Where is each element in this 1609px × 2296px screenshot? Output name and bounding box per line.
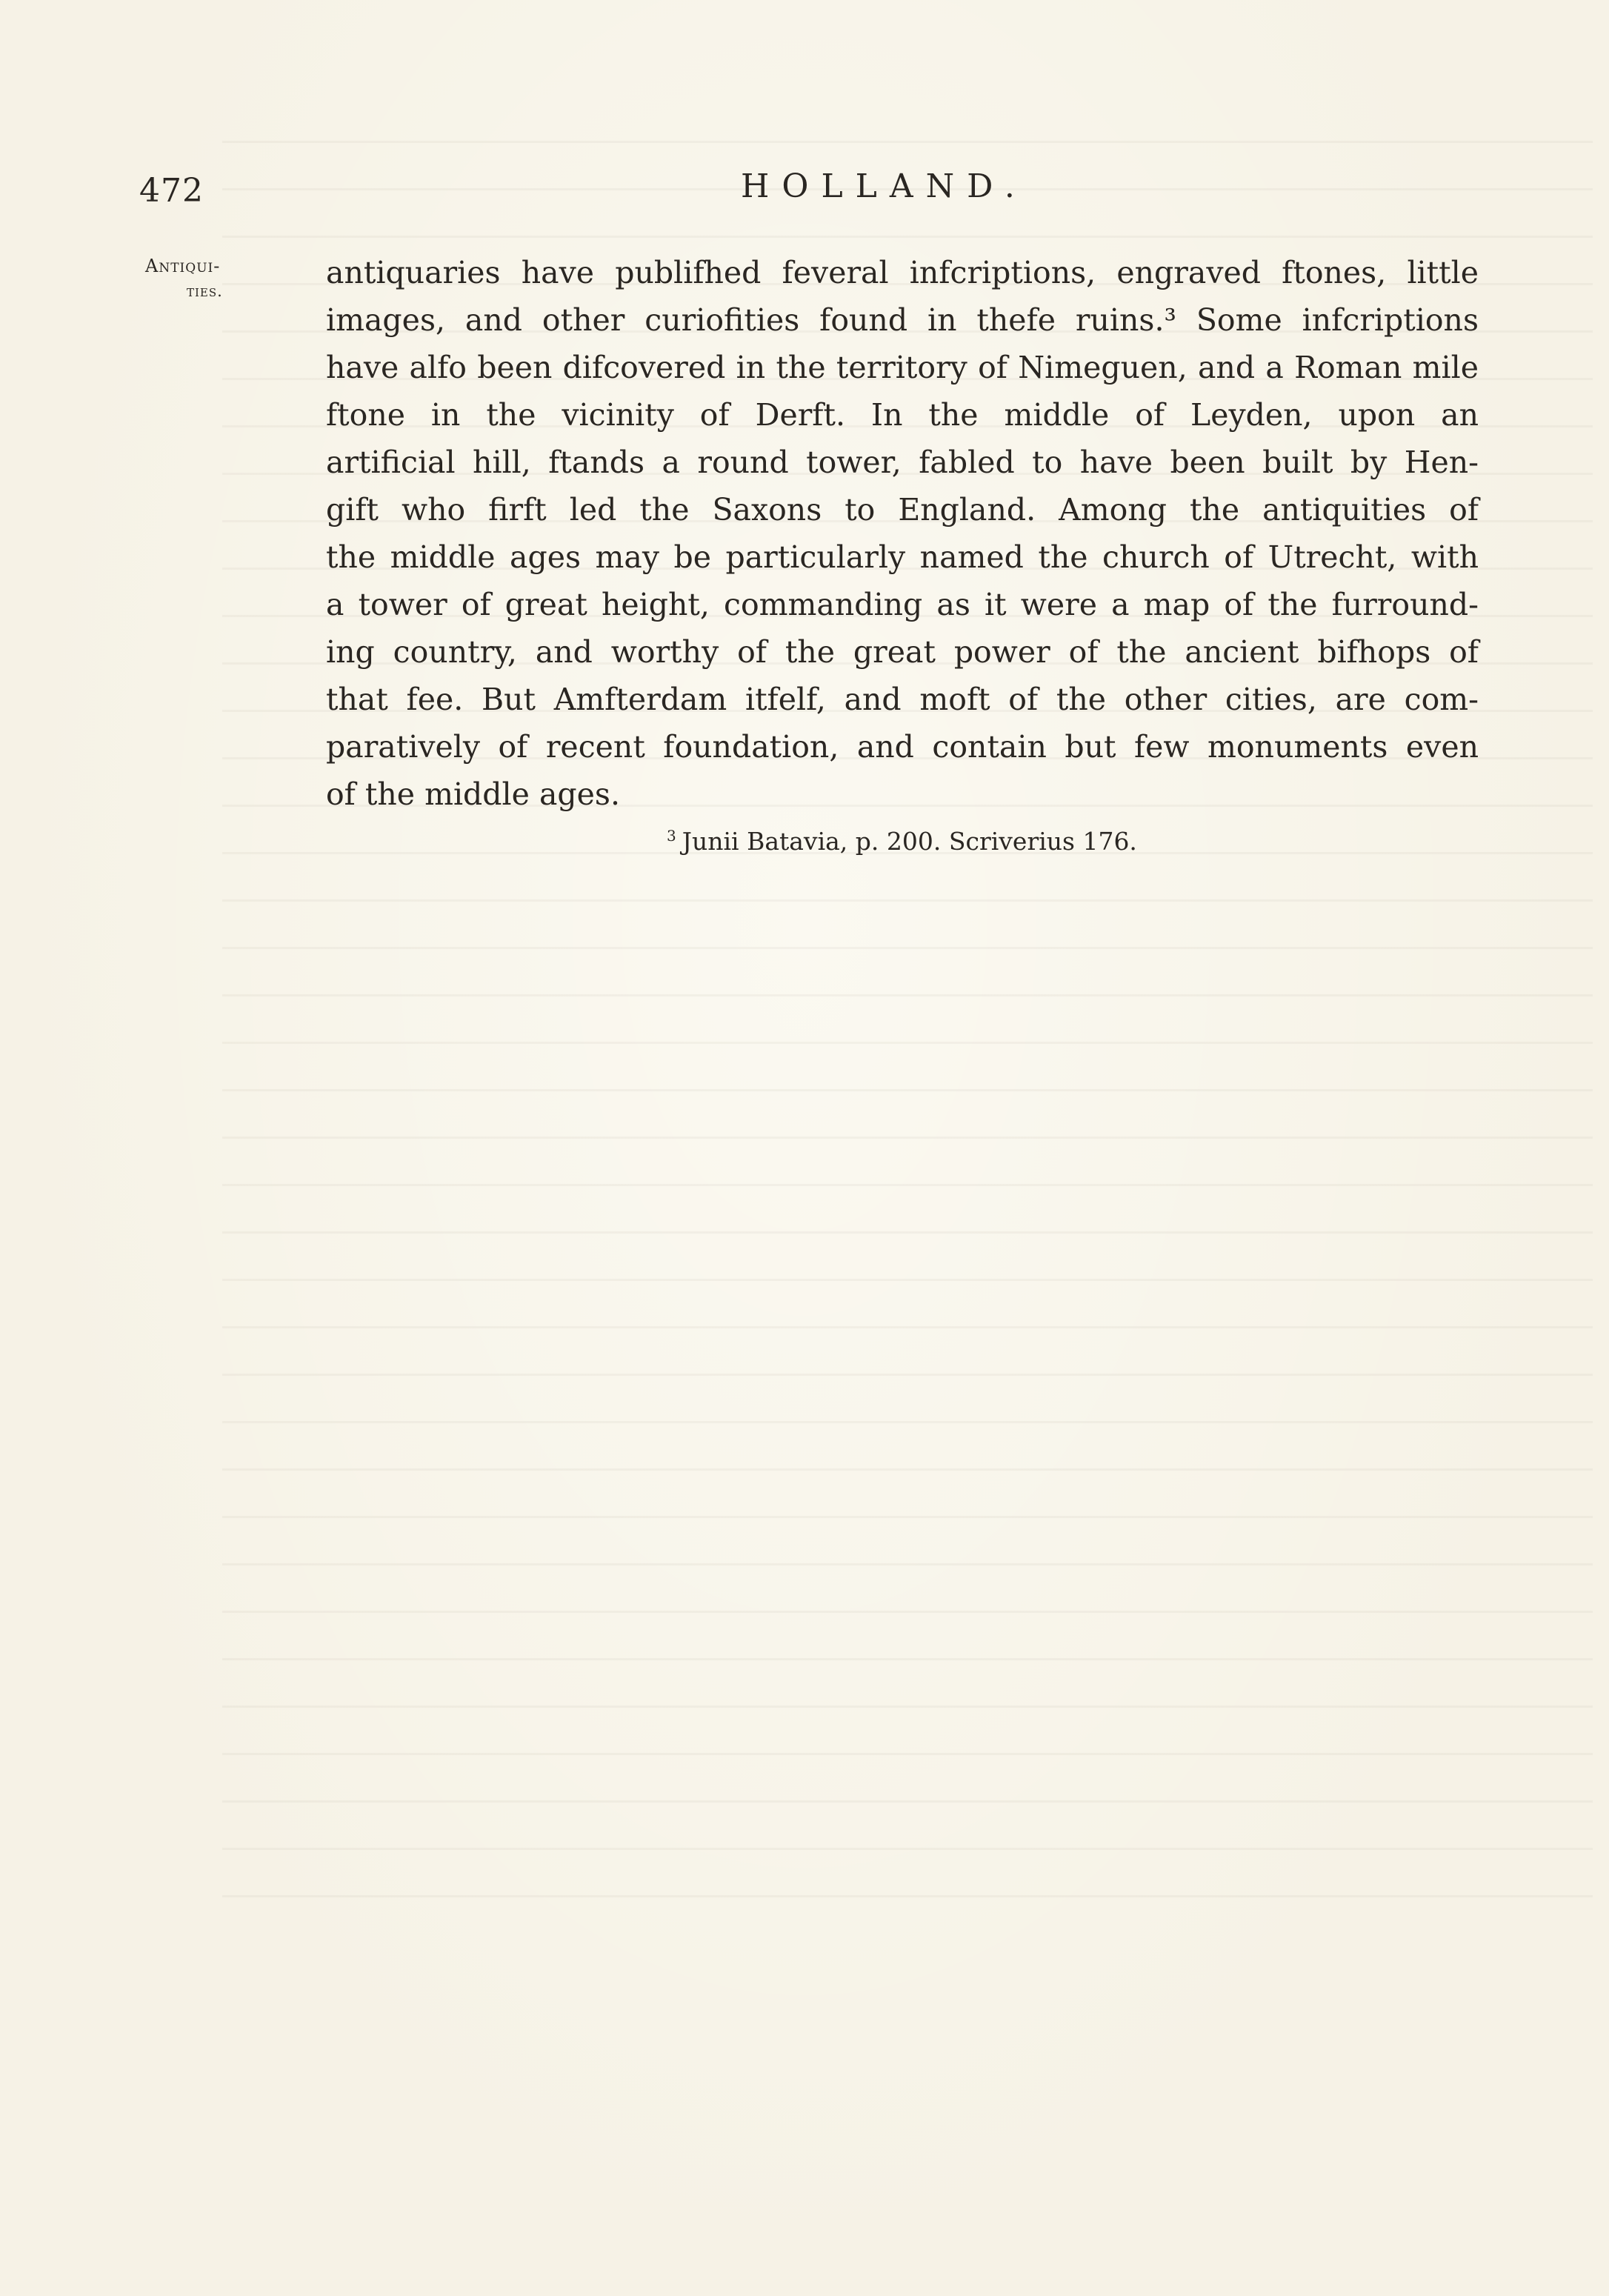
text-line: gift who firft led the Saxons to England. Among the antiquities of: [326, 492, 1479, 528]
page-number: 472: [139, 172, 204, 210]
margin-note: [145, 253, 279, 304]
footnote: [667, 827, 1137, 856]
margin-note-line-2: ties.: [187, 282, 223, 300]
text-line: antiquaries have publifhed feveral infcriptions, engraved ftones, little: [326, 255, 1479, 290]
body-text: [326, 249, 1479, 818]
text-line: images, and other curiofities found in thefe ruins.³ Some infcriptions: [326, 302, 1479, 338]
margin-note-line-1: Antiqui-: [145, 256, 221, 276]
footnote-marker: 3: [667, 827, 676, 845]
text-line: artificial hill, ftands a round tower, fabled to have been built by Hen-: [326, 445, 1479, 480]
text-line: a tower of great height, commanding as it were a map of the furround-: [326, 587, 1479, 622]
text-line: ftone in the vicinity of Derft. In the middle of Leyden, upon an: [326, 397, 1479, 433]
text-line: the middle ages may be particularly named the church of Utrecht, with: [326, 539, 1479, 575]
footnote-text: Junii Batavia, p. 200. Scriverius 176.: [682, 827, 1137, 856]
text-line: of the middle ages.: [326, 776, 620, 812]
text-line: have alfo been difcovered in the territory of Nimeguen, and a Roman mile: [326, 350, 1479, 385]
text-line: that fee. But Amfterdam itfelf, and moft of the other cities, are com-: [326, 682, 1479, 717]
running-head: HOLLAND.: [741, 167, 1027, 205]
text-line: paratively of recent foundation, and contain but few monuments even: [326, 729, 1479, 765]
text-line: ing country, and worthy of the great power of the ancient bifhops of: [326, 634, 1479, 670]
